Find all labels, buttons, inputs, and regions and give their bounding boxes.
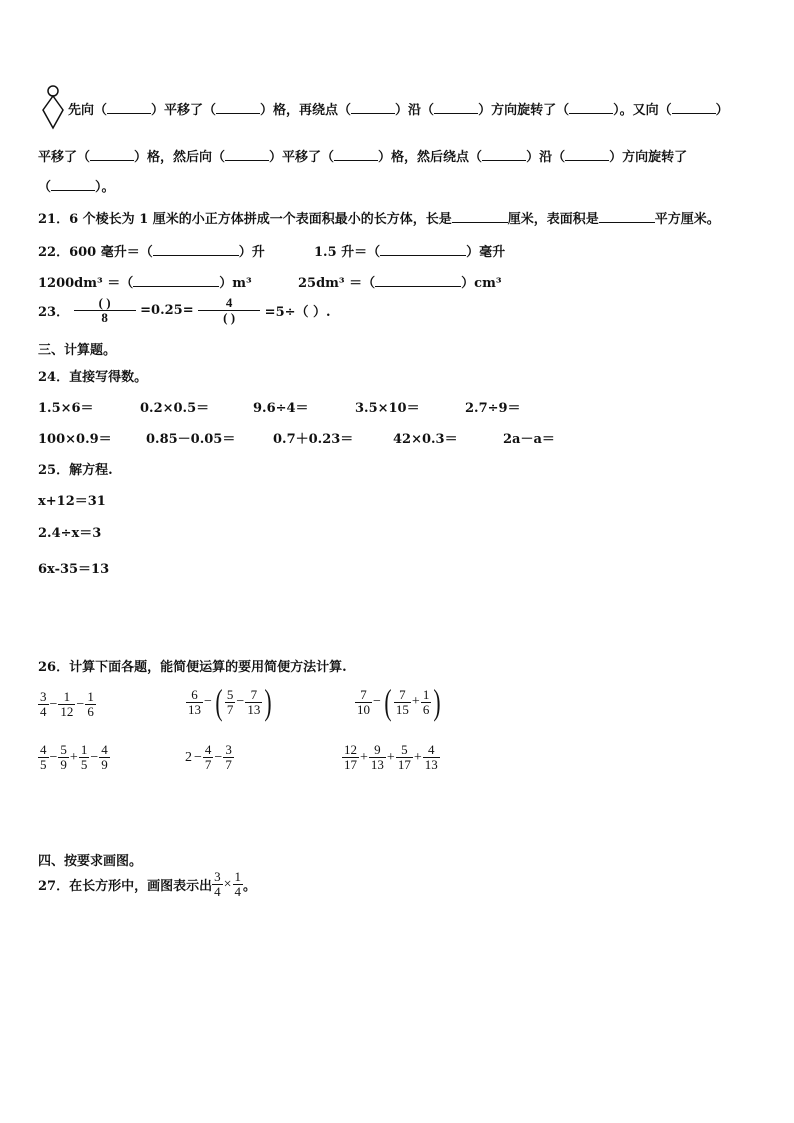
expression-4: $\frac{4}{5}$ − $\frac{5}{9}$ + $\frac{1}{5}$ − $\frac{4}{9}$ (40, 742, 108, 772)
q24-row2-item: 0.85－0.05＝ (146, 432, 236, 447)
section-4-heading: 四、按要求画图。 (38, 854, 143, 869)
q24-row1-item: 0.2×0.5＝ (140, 401, 210, 416)
q24-row1-item: 9.6÷4＝ (253, 401, 309, 416)
question-22-c: 1200dm³ ＝（ ）m³ (38, 276, 252, 291)
q24-row1-item: 3.5×10＝ (355, 401, 420, 416)
rotation-figure-icon (38, 84, 68, 132)
expression-3: $\frac{7}{10}$ −( $\frac{7}{15}$ + $\frac{1}{6}$ ) (357, 682, 441, 722)
q20-line-3: （ ）。 (38, 180, 115, 195)
fraction: $\frac{3}{4}$ (40, 689, 47, 719)
fraction: $\frac{1}{4}$ (234, 869, 241, 899)
q24-row1-item: 2.7÷9＝ (465, 401, 521, 416)
q24-row1-item: 1.5×6＝ (38, 401, 94, 416)
fraction: $\frac{1}{6}$ (87, 689, 94, 719)
fraction: $\frac{4}{5}$ (40, 742, 47, 772)
question-21: 21．6 个棱长为 1 厘米的小正方体拼成一个表面积最小的长方体，长是 厘米，表面积是 平方厘米。 (38, 212, 720, 227)
fraction: $\frac{1}{5}$ (80, 742, 88, 772)
question-22-d: 25dm³ ＝（ ）cm³ (298, 276, 502, 291)
question-24-title: 24．直接写得数。 (38, 370, 148, 385)
fraction: $\frac{12}{17}$ (344, 742, 357, 772)
fraction: $\frac{5}{9}$ (60, 742, 67, 772)
expression-1: $\frac{3}{4}$ − $\frac{1}{12}$ − $\frac{1}{6}$ (40, 689, 94, 719)
equation-1: x+12＝31 (38, 494, 106, 509)
expression-5: 2 − $\frac{4}{7}$ − $\frac{3}{7}$ (185, 742, 232, 772)
q20-line-1: 先向（ ）平移了（ ）格，再绕点（ ）沿（ ）方向旋转了（ ）。又向（ ） (68, 103, 729, 118)
question-23: 23． $\frac{( )}{8}$ =0.25= $\frac{4}{( )}$ =5÷（ ）. (38, 295, 331, 325)
equation-3: 6x-35＝13 (38, 562, 110, 577)
fraction: $\frac{1}{6}$ (422, 686, 430, 717)
fraction: $\frac{7}{15}$ (395, 686, 409, 717)
fraction-4-over-blank: $\frac{4}{( )}$ (198, 296, 260, 325)
fraction: $\frac{3}{4}$ (214, 869, 221, 899)
fraction: $\frac{7}{10}$ (357, 686, 370, 717)
equation-2: 2.4÷x＝3 (38, 526, 102, 541)
q24-row2-item: 100×0.9＝ (38, 432, 112, 447)
question-27: 27．在长方形中，画图表示出 $\frac{3}{4}$ × $\frac{1}{4}$ 。 (38, 869, 257, 899)
question-25-title: 25．解方程. (38, 463, 113, 478)
q24-row2-item: 0.7＋0.23＝ (273, 432, 354, 447)
fraction: $\frac{9}{13}$ (370, 742, 384, 772)
fraction: $\frac{4}{9}$ (101, 742, 108, 772)
q24-row2-item: 42×0.3＝ (393, 432, 458, 447)
question-22-a: 22．600 毫升＝（ ）升 (38, 245, 265, 260)
question-22-b: 1.5 升＝（ ）毫升 (314, 245, 506, 260)
question-26-title: 26．计算下面各题，能简便运算的要用简便方法计算. (38, 660, 347, 675)
fraction-blank-over-8: $\frac{( )}{8}$ (74, 296, 136, 325)
fraction: $\frac{6}{13}$ (188, 686, 201, 717)
fraction: $\frac{1}{12}$ (60, 689, 74, 719)
expression-2: $\frac{6}{13}$ −( $\frac{5}{7}$ − $\frac{7}{13}$ ) (188, 682, 272, 722)
fraction: $\frac{4}{13}$ (424, 742, 438, 772)
fraction: $\frac{7}{13}$ (247, 686, 261, 717)
q20-line-2: 平移了（ ）格，然后向（ ）平移了（ ）格，然后绕点（ ）沿（ ）方向旋转了 (38, 150, 688, 165)
fraction: $\frac{4}{7}$ (204, 742, 212, 772)
expression-6: $\frac{12}{17}$ + $\frac{9}{13}$ + $\frac{5}{17}$ + $\frac{4}{13}$ (344, 742, 438, 772)
section-3-heading: 三、计算题。 (38, 343, 117, 358)
fraction: $\frac{3}{7}$ (225, 742, 232, 772)
fraction: $\frac{5}{7}$ (226, 686, 234, 717)
fraction: $\frac{5}{17}$ (397, 742, 411, 772)
q24-row2-item: 2a－a＝ (503, 432, 555, 447)
